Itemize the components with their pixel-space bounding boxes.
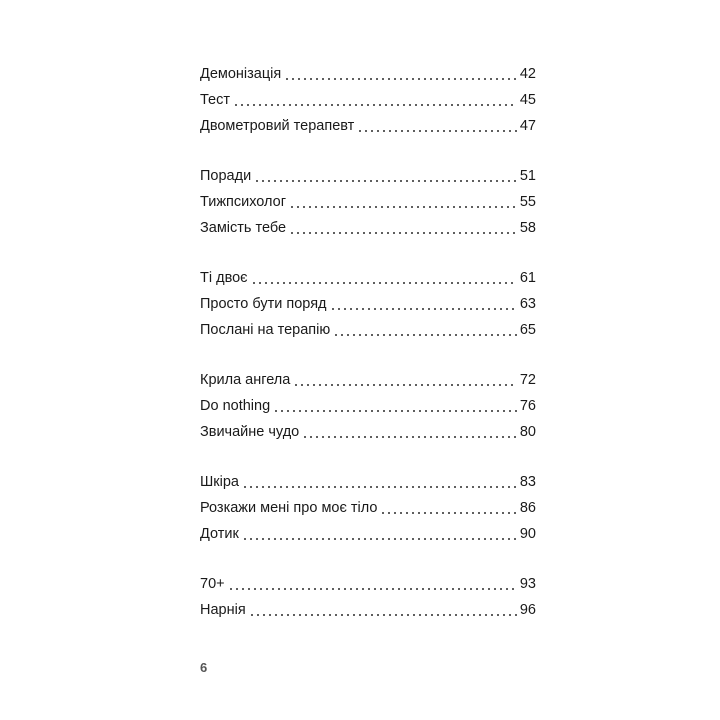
toc-entry-title: Замість тебе — [200, 220, 287, 236]
toc-entry-page: 45 — [519, 92, 536, 108]
toc-entry-title: Демонізація — [200, 66, 282, 82]
toc-entry-title: Шкіра — [200, 474, 239, 490]
toc-entry[interactable] — [200, 597, 536, 623]
toc-entry-title: Розкажи мені про моє тіло — [200, 500, 378, 516]
dot-leader — [284, 77, 517, 81]
dot-leader — [302, 435, 517, 439]
toc-entry[interactable] — [200, 317, 536, 343]
toc-entry-page: 47 — [519, 118, 536, 134]
toc-entry[interactable] — [200, 571, 536, 597]
dot-leader — [357, 129, 517, 133]
toc-entry-page: 90 — [519, 526, 536, 542]
toc-entry[interactable] — [200, 113, 536, 139]
dot-leader — [242, 485, 517, 489]
toc-entry-title: 70+ — [200, 576, 225, 592]
toc-entry-title: Послані на терапію — [200, 322, 331, 338]
toc-entry[interactable] — [200, 265, 536, 291]
dot-leader — [233, 103, 517, 107]
dot-leader — [289, 231, 517, 235]
toc-entry[interactable] — [200, 215, 536, 241]
toc-group — [200, 367, 536, 445]
toc-entry-page: 65 — [519, 322, 536, 338]
toc-group — [200, 61, 536, 139]
page-number: 6 — [200, 660, 208, 675]
toc-entry[interactable] — [200, 189, 536, 215]
toc-entry-page: 72 — [519, 372, 536, 388]
toc-entry[interactable] — [200, 291, 536, 317]
toc-entry-page: 93 — [519, 576, 536, 592]
toc-entry-page: 63 — [519, 296, 536, 312]
toc-entry[interactable] — [200, 521, 536, 547]
toc-entry-title: Тижпсихолог — [200, 194, 287, 210]
toc-entry-page: 51 — [519, 168, 536, 184]
toc-entry-title: Нарнія — [200, 602, 246, 618]
dot-leader — [333, 333, 517, 337]
toc-entry[interactable] — [200, 87, 536, 113]
dot-leader — [293, 383, 517, 387]
toc-entry-title: Тест — [200, 92, 230, 108]
toc-entry-page: 55 — [519, 194, 536, 210]
toc-entry-title: Двометровий терапевт — [200, 118, 355, 134]
dot-leader — [228, 587, 517, 591]
toc-group — [200, 265, 536, 343]
toc-entry-page: 80 — [519, 424, 536, 440]
toc-entry-page: 61 — [519, 270, 536, 286]
toc-entry[interactable] — [200, 495, 536, 521]
toc-entry-page: 83 — [519, 474, 536, 490]
dot-leader — [380, 511, 516, 515]
dot-leader — [330, 307, 517, 311]
dot-leader — [289, 205, 517, 209]
toc-entry-title: Крила ангела — [200, 372, 291, 388]
table-of-contents — [200, 61, 536, 647]
toc-entry-page: 86 — [519, 500, 536, 516]
toc-group — [200, 571, 536, 623]
toc-entry-title: Звичайне чудо — [200, 424, 300, 440]
toc-entry-page: 58 — [519, 220, 536, 236]
toc-entry[interactable] — [200, 419, 536, 445]
toc-entry[interactable] — [200, 163, 536, 189]
dot-leader — [249, 613, 517, 617]
dot-leader — [251, 281, 517, 285]
toc-entry[interactable] — [200, 469, 536, 495]
dot-leader — [273, 409, 517, 413]
toc-group — [200, 469, 536, 547]
toc-entry-page: 96 — [519, 602, 536, 618]
toc-entry-title: Дотик — [200, 526, 239, 542]
toc-entry-page: 76 — [519, 398, 536, 414]
toc-entry-page: 42 — [519, 66, 536, 82]
toc-entry[interactable] — [200, 393, 536, 419]
dot-leader — [254, 179, 517, 183]
toc-group — [200, 163, 536, 241]
toc-entry-title: Ті двоє — [200, 270, 248, 286]
toc-entry-title: Do nothing — [200, 398, 271, 414]
toc-entry[interactable] — [200, 61, 536, 87]
toc-entry[interactable] — [200, 367, 536, 393]
dot-leader — [242, 537, 517, 541]
toc-entry-title: Просто бути поряд — [200, 296, 327, 312]
toc-entry-title: Поради — [200, 168, 252, 184]
